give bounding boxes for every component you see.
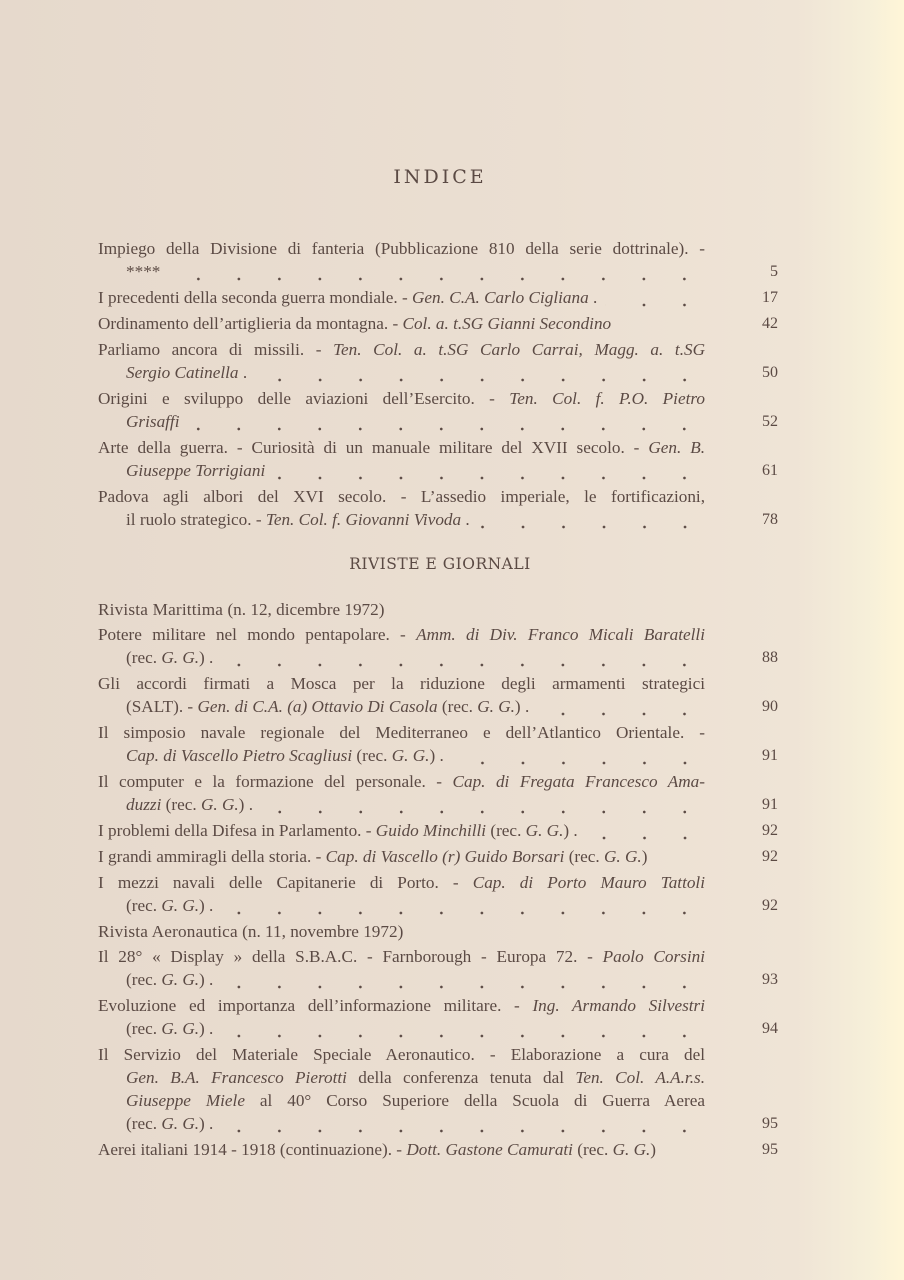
title-text: (rec.: [126, 1019, 162, 1038]
toc-entry: [98, 871, 778, 917]
title-text: ) .: [199, 1019, 214, 1038]
entry-text: [98, 338, 705, 361]
journal-name: Rivista Aeronautica: [98, 922, 238, 941]
entry-line: [98, 646, 705, 669]
page-number: 50: [762, 364, 778, 381]
dot-leader: [255, 361, 705, 384]
entry-text: [126, 1066, 705, 1089]
page-number: 92: [762, 822, 778, 839]
author-text: Gen. B.A. Francesco Pierotti: [126, 1068, 347, 1087]
title-text: ) .: [563, 821, 578, 840]
entry-text: [126, 793, 253, 816]
page-number: 5: [770, 263, 778, 280]
title-text: ): [650, 1140, 657, 1159]
author-text: Giuseppe Torrigiani: [126, 461, 266, 480]
entry-line: [98, 1017, 705, 1040]
entry-text: [98, 672, 705, 695]
dot-leader: [261, 793, 705, 816]
title-text: ) .: [238, 795, 253, 814]
title-text: (rec.: [572, 1140, 613, 1159]
entry-text: [98, 286, 597, 309]
author-text: Gen. di C.A. (a) Ottavio Di Casola: [197, 697, 438, 716]
toc-entry: [98, 845, 778, 868]
title-text: Il computer e la formazione del personale. -: [98, 772, 453, 791]
title-text: Padova agli albori del XVI secolo. - L’assedio imperiale, le fortificazioni,: [98, 487, 705, 506]
entry-line: [98, 845, 705, 868]
page-number: 91: [762, 796, 778, 813]
entry-line: [98, 695, 705, 718]
title-text: I grandi ammiragli della storia. -: [98, 847, 326, 866]
dot-leader: [221, 646, 705, 669]
entry-text: [98, 945, 705, 968]
journal-heading: [98, 920, 705, 943]
entry-line: [98, 410, 705, 433]
title-text: I mezzi navali delle Capitanerie di Porto. -: [98, 873, 473, 892]
page-number: 17: [762, 289, 778, 306]
entry-text: [98, 485, 705, 508]
dot-leader: [452, 744, 705, 767]
entry-line: [98, 436, 705, 459]
dot-leader: [187, 410, 705, 433]
title-text: Il Servizio del Materiale Speciale Aeronautico. - Elaborazione a cura del: [98, 1045, 705, 1064]
entry-line: [98, 286, 705, 309]
title-text: ) .: [199, 896, 214, 915]
title-text: ) .: [429, 746, 444, 765]
dot-leader: [273, 459, 705, 482]
author-text: G. G.: [604, 847, 642, 866]
toc-entry: [98, 436, 778, 482]
page-title: INDICE: [393, 166, 487, 188]
author-text: G. G.: [477, 697, 515, 716]
title-text: Arte della guerra. - Curiosità di un manuale militare del XVII secolo. -: [98, 438, 649, 457]
author-text: Gen. C.A. Carlo Cigliana: [412, 288, 589, 307]
toc-entry: [98, 485, 778, 531]
entry-text: [98, 994, 705, 1017]
dot-leader: [478, 508, 705, 531]
author-text: Ten. Col. A.A.r.s.: [575, 1068, 705, 1087]
author-text: G. G.: [161, 970, 200, 989]
page-number: 42: [762, 315, 778, 332]
entry-line: [98, 260, 705, 283]
dot-leader: [221, 1017, 705, 1040]
entry-line: [98, 871, 705, 894]
entry-text: [98, 436, 705, 459]
entry-line: [98, 237, 705, 260]
title-text: ): [641, 847, 648, 866]
title-text: (rec.: [126, 896, 162, 915]
entry-text: [98, 1138, 656, 1161]
title-text: Potere militare nel mondo pentapolare. -: [98, 625, 417, 644]
author-text: Ing. Armando Silvestri: [532, 996, 705, 1015]
entry-text: [126, 1089, 705, 1112]
entry-line: [98, 819, 705, 842]
entry-text: [98, 623, 705, 646]
entry-text: [98, 387, 705, 410]
entry-text: [126, 1017, 213, 1040]
title-text: Impiego della Divisione di fanteria (Pubblicazione 810 della serie dottrinale). -: [98, 239, 705, 258]
entry-text: [126, 260, 160, 283]
page-number: 95: [762, 1141, 778, 1158]
entry-line: [98, 894, 705, 917]
entry-line: [98, 623, 705, 646]
entry-text: [98, 721, 705, 744]
page-number: 92: [762, 897, 778, 914]
toc-entry: [98, 721, 778, 767]
author-text: Ten. Col. f. Giovanni Vivoda: [265, 510, 462, 529]
entry-text: [126, 695, 529, 718]
title-text: (rec.: [564, 847, 604, 866]
author-text: G. G.: [161, 648, 200, 667]
title-text: (rec.: [486, 821, 526, 840]
author-text: Ten. Col. f. P.O. Pietro: [509, 389, 705, 408]
toc-entry: [98, 237, 778, 283]
toc-entry: [98, 623, 778, 669]
toc-entry: [98, 819, 778, 842]
author-text: Dott. Gastone Camurati: [406, 1140, 573, 1159]
title-text: Origini e sviluppo delle aviazioni dell’Esercito. -: [98, 389, 510, 408]
author-text: Amm. di Div. Franco Micali Baratelli: [416, 625, 705, 644]
author-text: G. G.: [612, 1140, 651, 1159]
dot-leader: [168, 260, 705, 283]
entry-text: [126, 361, 247, 384]
entry-line: [98, 312, 705, 335]
page-number: 90: [762, 698, 778, 715]
author-text: G. G.: [161, 1019, 200, 1038]
title-text: .: [588, 288, 598, 307]
title-text: ) .: [514, 697, 530, 716]
title-text: ****: [126, 262, 161, 281]
entry-line: [98, 361, 705, 384]
author-text: G. G.: [161, 896, 200, 915]
entry-line: [98, 793, 705, 816]
entry-text: [126, 744, 444, 767]
journal-name: Rivista Marittima: [98, 600, 224, 619]
entry-text: [98, 871, 705, 894]
title-text: (rec.: [352, 746, 392, 765]
toc-entry: [98, 1043, 778, 1135]
dot-leader: [537, 695, 705, 718]
entry-text: [126, 646, 213, 669]
title-text: ) .: [199, 970, 214, 989]
page-number: 88: [762, 649, 778, 666]
title-text: Gli accordi firmati a Mosca per la riduzione degli armamenti strategici: [98, 674, 705, 693]
journals-list: [98, 598, 778, 1164]
dot-leader: [221, 1112, 705, 1135]
page-number: 78: [762, 511, 778, 528]
entry-line: [98, 672, 705, 695]
entry-line: [98, 459, 705, 482]
toc-entry: [98, 312, 778, 335]
entry-text: [98, 770, 705, 793]
toc-entry: [98, 286, 778, 309]
dot-leader: [605, 286, 705, 309]
author-text: G. G.: [200, 795, 239, 814]
entry-text: [98, 237, 705, 260]
author-text: Col. a. t.SG Gianni Secondino: [402, 314, 612, 333]
title-text: (rec.: [126, 970, 162, 989]
entry-text: [126, 1112, 213, 1135]
author-text: Sergio Catinella: [126, 363, 239, 382]
title-text: (rec.: [126, 1114, 162, 1133]
dot-leader: [221, 894, 705, 917]
entry-text: [126, 508, 470, 531]
entry-text: [126, 459, 265, 482]
author-text: Giuseppe Miele: [126, 1091, 245, 1110]
entry-line: [98, 1066, 705, 1089]
page-number: 61: [762, 462, 778, 479]
author-text: Cap. di Fregata Francesco Ama-: [452, 772, 705, 791]
title-text: il ruolo strategico. -: [126, 510, 266, 529]
title-text: Evoluzione ed importanza dell’informazione militare. -: [98, 996, 533, 1015]
entry-line: [98, 744, 705, 767]
entry-line: [98, 1043, 705, 1066]
page-number: 95: [762, 1115, 778, 1132]
entry-text: [126, 968, 213, 991]
title-text: Aerei italiani 1914 - 1918 (continuazione). -: [98, 1140, 407, 1159]
title-text: (rec.: [126, 648, 162, 667]
entry-text: [126, 410, 179, 433]
toc-entry: [98, 1138, 778, 1161]
entry-line: [98, 1112, 705, 1135]
journal-heading: [98, 598, 705, 621]
toc-entry: [98, 994, 778, 1040]
author-text: Ten. Col. a. t.SG Carlo Carrai, Magg. a. t.SG: [333, 340, 705, 359]
entry-line: [98, 968, 705, 991]
journal-issue: (n. 12, dicembre 1972): [223, 600, 385, 619]
title-text: della conferenza tenuta dal: [346, 1068, 576, 1087]
author-text: Grisaffi: [126, 412, 180, 431]
main-contents-list: [98, 237, 778, 534]
entry-line: [98, 508, 705, 531]
title-text: ) .: [199, 1114, 214, 1133]
journal-issue: (n. 11, novembre 1972): [237, 922, 404, 941]
toc-entry: [98, 945, 778, 991]
dot-leader: [221, 968, 705, 991]
author-text: Paolo Corsini: [602, 947, 705, 966]
entry-line: [98, 387, 705, 410]
entry-text: [98, 845, 647, 868]
entry-line: [98, 1089, 705, 1112]
entry-line: [98, 945, 705, 968]
entry-text: [126, 894, 213, 917]
entry-line: [98, 721, 705, 744]
entry-line: [98, 338, 705, 361]
author-text: Guido Minchilli: [375, 821, 487, 840]
title-text: Ordinamento dell’artiglieria da montagna. -: [98, 314, 403, 333]
toc-entry: [98, 770, 778, 816]
title-text: Il 28° « Display » della S.B.A.C. - Farnborough - Europa 72. -: [98, 947, 603, 966]
entry-line: [98, 994, 705, 1017]
author-text: G. G.: [391, 746, 430, 765]
title-text: (rec.: [161, 795, 201, 814]
title-text: (rec.: [437, 697, 478, 716]
title-text: al 40° Corso Superiore della Scuola di Guerra Aerea: [244, 1091, 705, 1110]
title-text: .: [238, 363, 248, 382]
entry-line: [98, 1138, 705, 1161]
author-text: G. G.: [525, 821, 564, 840]
author-text: duzzi: [126, 795, 162, 814]
toc-entry: [98, 338, 778, 384]
title-text: (SALT). -: [126, 697, 198, 716]
title-text: Parliamo ancora di missili. -: [98, 340, 334, 359]
title-text: Il simposio navale regionale del Mediterraneo e dell’Atlantico Orientale. -: [98, 723, 705, 742]
entry-text: [98, 312, 611, 335]
title-text: ) .: [199, 648, 214, 667]
entry-text: [98, 819, 578, 842]
author-text: Cap. di Porto Mauro Tattoli: [472, 873, 705, 892]
page-number: 52: [762, 413, 778, 430]
title-text: I problemi della Difesa in Parlamento. -: [98, 821, 376, 840]
toc-entry: [98, 672, 778, 718]
entry-line: [98, 485, 705, 508]
title-text: I precedenti della seconda guerra mondiale. -: [98, 288, 412, 307]
section-heading-riviste: RIVISTE E GIORNALI: [349, 555, 531, 573]
author-text: Cap. di Vascello Pietro Scagliusi: [126, 746, 353, 765]
page-number: 93: [762, 971, 778, 988]
page-number: 94: [762, 1020, 778, 1037]
page-number: 91: [762, 747, 778, 764]
page-number: 92: [762, 848, 778, 865]
toc-entry: [98, 387, 778, 433]
title-text: .: [461, 510, 470, 529]
dot-leader: [586, 819, 705, 842]
entry-line: [98, 770, 705, 793]
entry-text: [98, 1043, 705, 1066]
author-text: G. G.: [161, 1114, 200, 1133]
author-text: Cap. di Vascello (r) Guido Borsari: [325, 847, 565, 866]
author-text: Gen. B.: [648, 438, 705, 457]
